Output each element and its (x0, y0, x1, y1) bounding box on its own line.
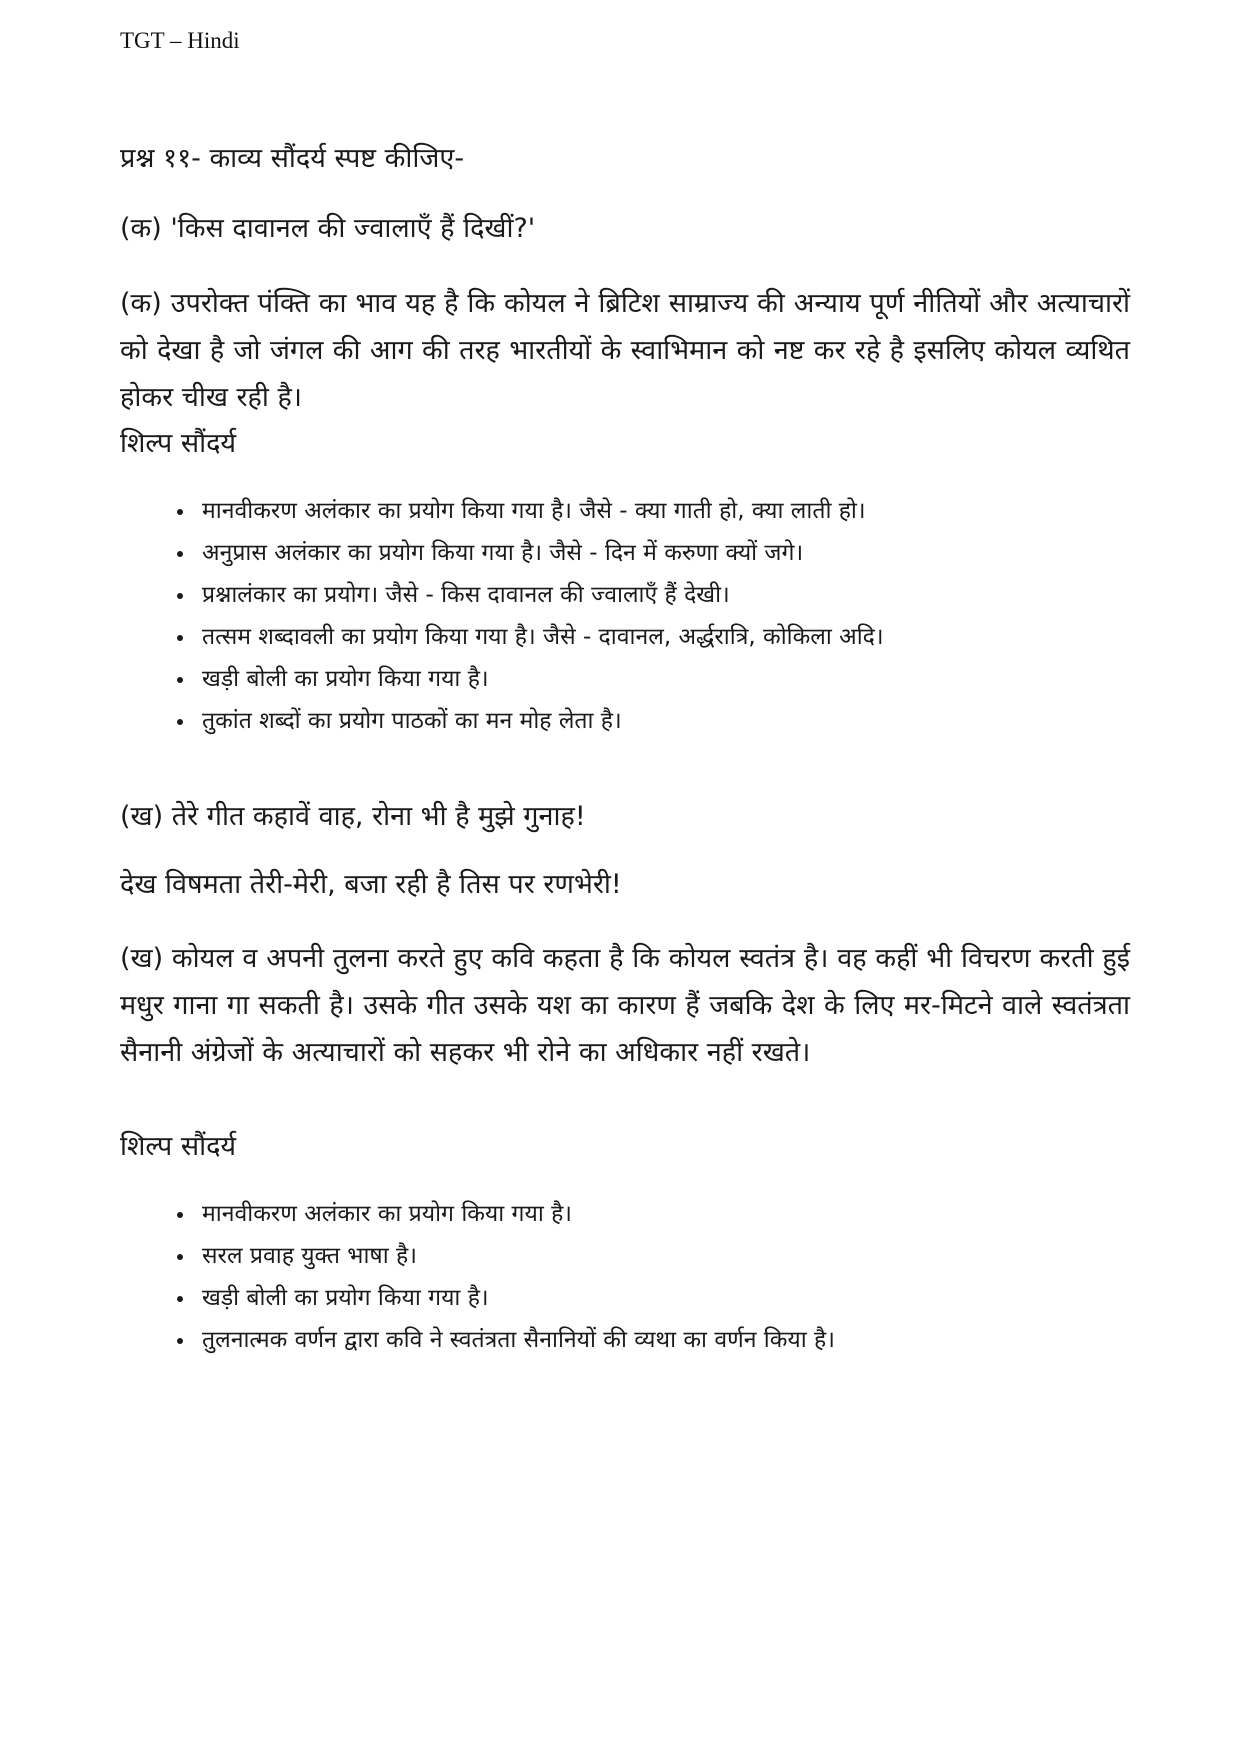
part-kha-explanation: (ख) कोयल व अपनी तुलना करते हुए कवि कहता है कि कोयल स्वतंत्र है। वह कहीं भी विचरण करती हुई मधुर गाना गा सकती है। उसके गीत उसके यश का कारण हैं जबकि देश के लिए मर-मिटने वाले स्वतंत्रता सैनानी अंग्रेजों के अत्याचारों को सहकर भी रोने का अधिकार नहीं रखते। (120, 943, 1130, 1068)
part-ka-craft-list (160, 490, 884, 742)
part-kha-verse-line-2: देख विषमता तेरी-मेरी, बजा रही है तिस पर रणभेरी! (120, 869, 622, 900)
question-heading: प्रश्न ११- काव्य सौंदर्य स्पष्ट कीजिए- (120, 143, 465, 174)
list-item: • खड़ी बोली का प्रयोग किया गया है। (196, 1277, 835, 1319)
list-item: • प्रश्नालंकार का प्रयोग। जैसे - किस दावानल की ज्वालाएँ हैं देखी। (196, 574, 884, 616)
running-header: TGT – Hindi (120, 28, 240, 53)
part-ka-craft-heading: शिल्प सौंदर्य (120, 428, 237, 459)
part-ka-explanation: (क) उपरोक्त पंक्ति का भाव यह है कि कोयल ने ब्रिटिश साम्राज्य की अन्याय पूर्ण नीतियों और अत्याचारों को देखा है जो जंगल की आग की तरह भारतीयों के स्वाभिमान को नष्ट कर रहे है इसलिए कोयल व्यथित होकर चीख रही है। (120, 288, 1130, 413)
list-item: • तुकांत शब्दों का प्रयोग पाठकों का मन मोह लेता है। (196, 700, 884, 742)
list-item: • तत्सम शब्दावली का प्रयोग किया गया है। जैसे - दावानल, अर्द्धरात्रि, कोकिला अदि। (196, 616, 884, 658)
list-item: • अनुप्रास अलंकार का प्रयोग किया गया है। जैसे - दिन में करुणा क्यों जगे। (196, 532, 884, 574)
part-ka-quote: (क) 'किस दावानल की ज्वालाएँ हैं दिखीं?' (120, 213, 536, 244)
part-kha-craft-list (160, 1193, 835, 1361)
part-kha-verse-line-1: (ख) तेरे गीत कहावें वाह, रोना भी है मुझे गुनाह! (120, 801, 586, 832)
list-item: • मानवीकरण अलंकार का प्रयोग किया गया है। (196, 1193, 835, 1235)
list-item: • सरल प्रवाह युक्त भाषा है। (196, 1235, 835, 1277)
list-item: • तुलनात्मक वर्णन द्वारा कवि ने स्वतंत्रता सैनानियों की व्यथा का वर्णन किया है। (196, 1319, 835, 1361)
list-item: • खड़ी बोली का प्रयोग किया गया है। (196, 658, 884, 700)
list-item: • मानवीकरण अलंकार का प्रयोग किया गया है। जैसे - क्या गाती हो, क्या लाती हो। (196, 490, 884, 532)
part-kha-craft-heading: शिल्प सौंदर्य (120, 1131, 237, 1162)
